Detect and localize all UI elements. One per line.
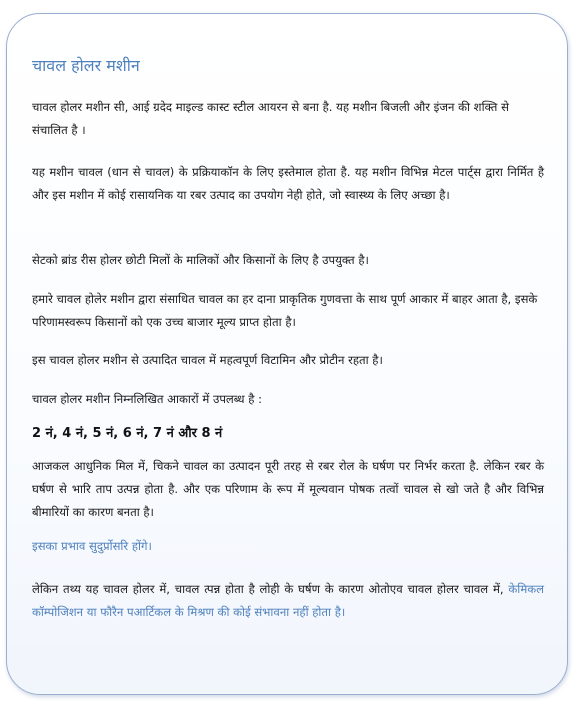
page-title: चावल होलर मशीन (32, 56, 140, 75)
chemical-composition-link[interactable]: केमिकल कॉम्पोजिशन या फौरैन पआर्टिकल के मिश्रण की कोई संभावना नहीं होता है। (32, 582, 545, 619)
effect-heading: इसका प्रभाव सुदुर्प्रोसरि होंगे। (32, 539, 152, 553)
brand-paragraph: सेटको ब्रांड रीस होलर छोटी मिलों के मालिकों और किसानों के लिए है उपयुक्त है। (32, 253, 369, 267)
available-sizes: 2 नं, 4 नं, 5 नं, 6 नं, 7 नं और 8 नं (32, 426, 223, 441)
nutrition-paragraph: इस चावल होलर मशीन से उत्पादित चावल में महत्वपूर्ण विटामिन और प्रोटीन रहता है। (32, 353, 383, 367)
intro-paragraph: चावल होलर मशीन सी, आई ग्रदेद माइल्ड कास्ट स्टील आयरन से बना है. यह मशीन बिजली और इंजन की शक्ति से संचालित है । (32, 100, 509, 137)
sizes-intro-paragraph: चावल होलर मशीन निम्नलिखित आकारों में उपलब्ध है : (32, 392, 262, 406)
quality-paragraph: हमारे चावल होलेर मशीन द्वारा संसाधित चावल का हर दाना प्राकृतिक गुणवत्ता के साथ पूर्ण आकार में बाहर आता है, इसके परिणामस्वरूप किसानों को एक उच्च बाजार मूल्य प्राप्त होता है। (32, 292, 538, 329)
usage-paragraph: यह मशीन चावल (धान से चावल) के प्रक्रियाकॉन के लिए इस्तेमाल होता है. यह मशीन विभिन्न मेटल पार्ट्स द्वारा निर्मित है और इस मशीन में कोई रासायनिक या रबर उत्पाद का उपयोग नेही होते, जो स्वास्थ्य के लिए अच्छा है। (32, 165, 544, 202)
modern-mill-paragraph: आजकल आधुनिक मिल में, चिकने चावल का उत्पादन पूरी तरह से रबर रोल के घर्षण पर निर्भर करता है. लेकिन रबर के घर्षण से भारि ताप उत्पन्न होता है. और एक परिणाम के रूप में मूल्यवान पोषक तत्वों चावल से खो जते है और विभिन्न बीमारियों का कारण बनता है। (32, 459, 544, 519)
closing-paragraph-text: लेकिन तथ्य यह चावल होलर में, चावल त्पन्न होता है लोही के घर्षण के कारण ओतोएव चावल होलर चावल में, (32, 582, 504, 596)
closing-paragraph (32, 578, 544, 624)
